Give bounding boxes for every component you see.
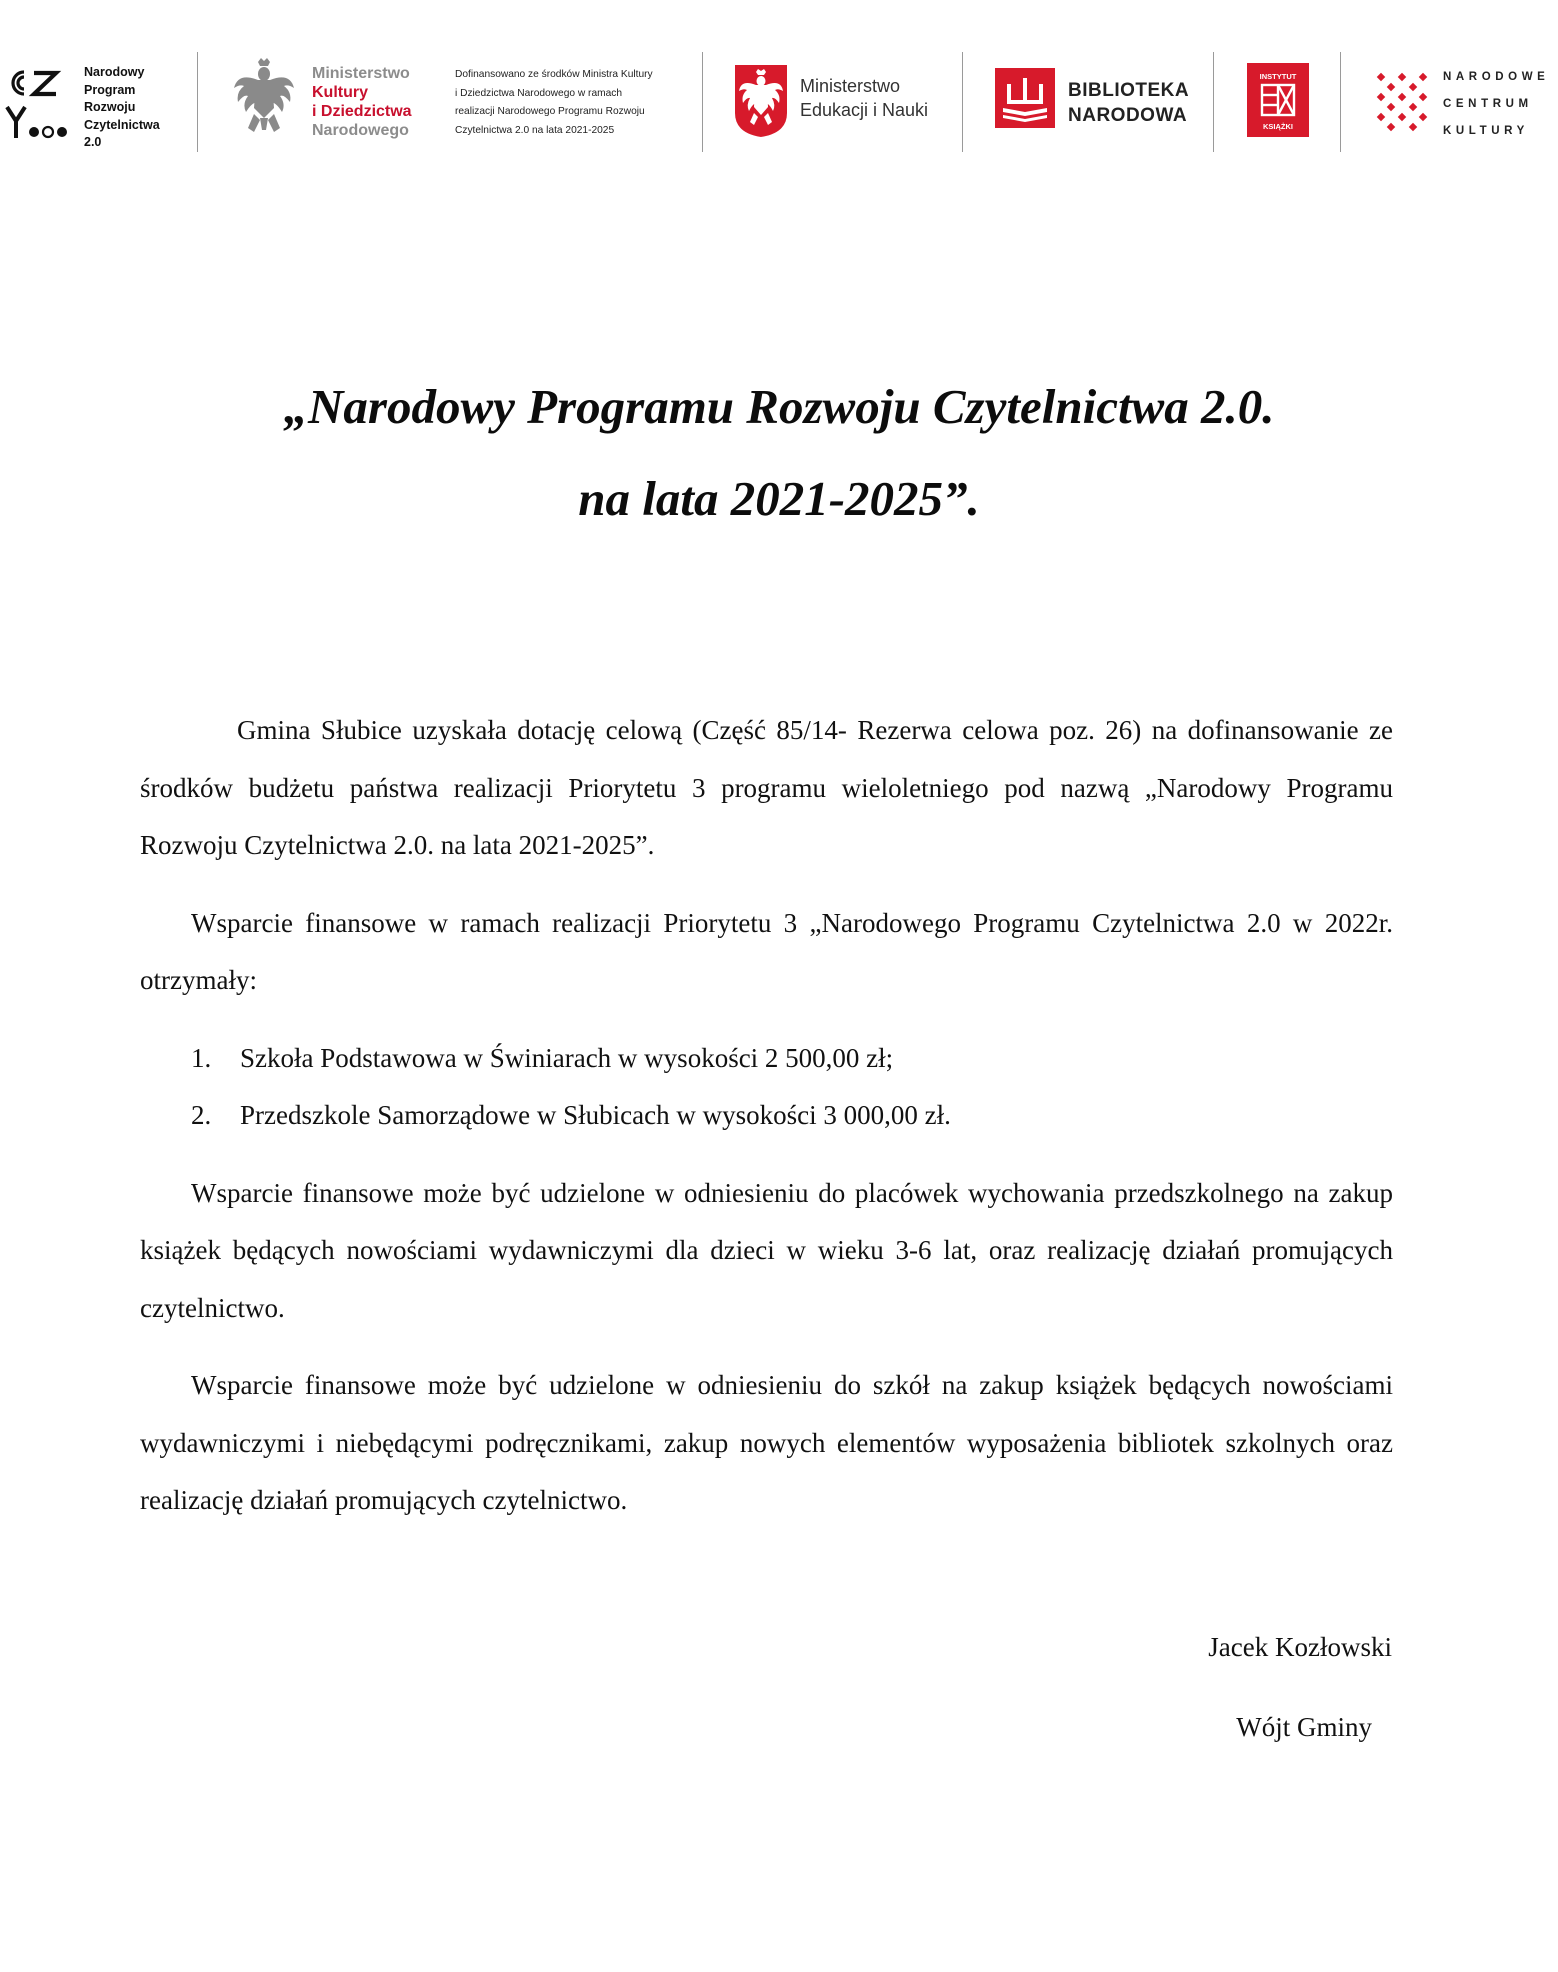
list-item-text: Szkoła Podstawowa w Świniarach w wysokości 2 500,00 zł;: [240, 1042, 894, 1073]
list-item-number: 2.: [191, 1100, 212, 1130]
list-item: [140, 1087, 1393, 1145]
nck-pattern-icon: [1374, 70, 1430, 134]
dofinansowanie-line: Czytelnictwa 2.0 na lata 2021-2025: [455, 124, 615, 136]
ik-top-label: INSTYTUT: [1259, 72, 1297, 81]
dofinansowanie-line: Dofinansowano ze środków Ministra Kultury: [455, 69, 653, 80]
dofinansowanie-line: i Dziedzictwa Narodowego w ramach: [455, 87, 623, 99]
nprc-line: Program: [84, 82, 136, 97]
mkidn-line: Ministerstwo: [312, 65, 410, 82]
nck-text: [1443, 64, 1549, 145]
narodowe-centrum-kultury-logo: [0, 50, 1558, 160]
bn-line: NARODOWA: [1068, 105, 1188, 126]
list-item-text: Przedszkole Samorządowe w Słubicach w wysokości 3 000,00 zł.: [240, 1100, 951, 1130]
ik-bottom-label: KSIĄŻKI: [1263, 122, 1293, 131]
bn-line: BIBLIOTEKA: [1068, 80, 1190, 101]
logo-strip: [0, 50, 1558, 160]
paragraph-recipients-intro: Wsparcie finansowe w ramach realizacji Priorytetu 3 „Narodowego Programu Czytelnictwa 2.0 w 2022r. otrzymały:: [140, 907, 1393, 995]
signature-role: Wójt Gminy: [1236, 1712, 1372, 1742]
nprc-line: Rozwoju: [84, 100, 136, 114]
mein-line: Edukacji i Nauki: [800, 100, 929, 120]
mein-line: Ministerstwo: [800, 76, 901, 96]
nck-line: NARODOWE: [1443, 71, 1550, 83]
dofinansowanie-line: realizacji Narodowego Programu Rozwoju: [455, 106, 645, 117]
list-item-number: 1.: [191, 1042, 212, 1073]
paragraph-preschools: Wsparcie finansowe może być udzielone w odniesieniu do placówek wychowania przedszkolnego na zakup książek będących nowościami wydawniczymi dla dzieci w wieku 3-6 lat, oraz realizację działań promujących czytelnictwo.: [140, 1177, 1393, 1323]
paragraph-grant: Gmina Słubice uzyskała dotację celową (Część 85/14- Rezerwa celowa poz. 26) na dofinansowanie ze środków budżetu państwa realizacji Priorytetu 3 programu wieloletniego pod nazwą „Narodowy Programu Rozwoju Czytelnictwa 2.0. na lata 2021-2025”.: [140, 715, 1393, 860]
nck-line: KULTURY: [1443, 125, 1529, 137]
list-item: [140, 1030, 1393, 1088]
signature-name: Jacek Kozłowski: [1208, 1632, 1392, 1662]
paragraph-schools: Wsparcie finansowe może być udzielone w odniesieniu do szkół na zakup książek będących nowościami wydawniczymi i niebędącymi podręcznikami, zakup nowych elementów wyposażenia bibliotek szkolnych oraz realizację działań promujących czytelnictwo.: [140, 1370, 1393, 1515]
mkidn-line: i Dziedzictwa: [312, 103, 412, 120]
mkidn-line: Narodowego: [312, 122, 409, 139]
nprc-line: Czytelnictwa: [84, 117, 160, 132]
nck-line: CENTRUM: [1443, 98, 1533, 110]
nprc-line: 2.0: [84, 135, 102, 149]
document-body: [140, 702, 1393, 1530]
mkidn-line: Kultury: [312, 84, 368, 101]
nprc-line: Narodowy: [84, 65, 145, 79]
document-title-line-1: „Narodowy Programu Rozwoju Czytelnictwa 2.0.: [283, 379, 1275, 434]
document-title-line-2: na lata 2021-2025”.: [578, 471, 980, 526]
recipients-list: [140, 1030, 1393, 1145]
